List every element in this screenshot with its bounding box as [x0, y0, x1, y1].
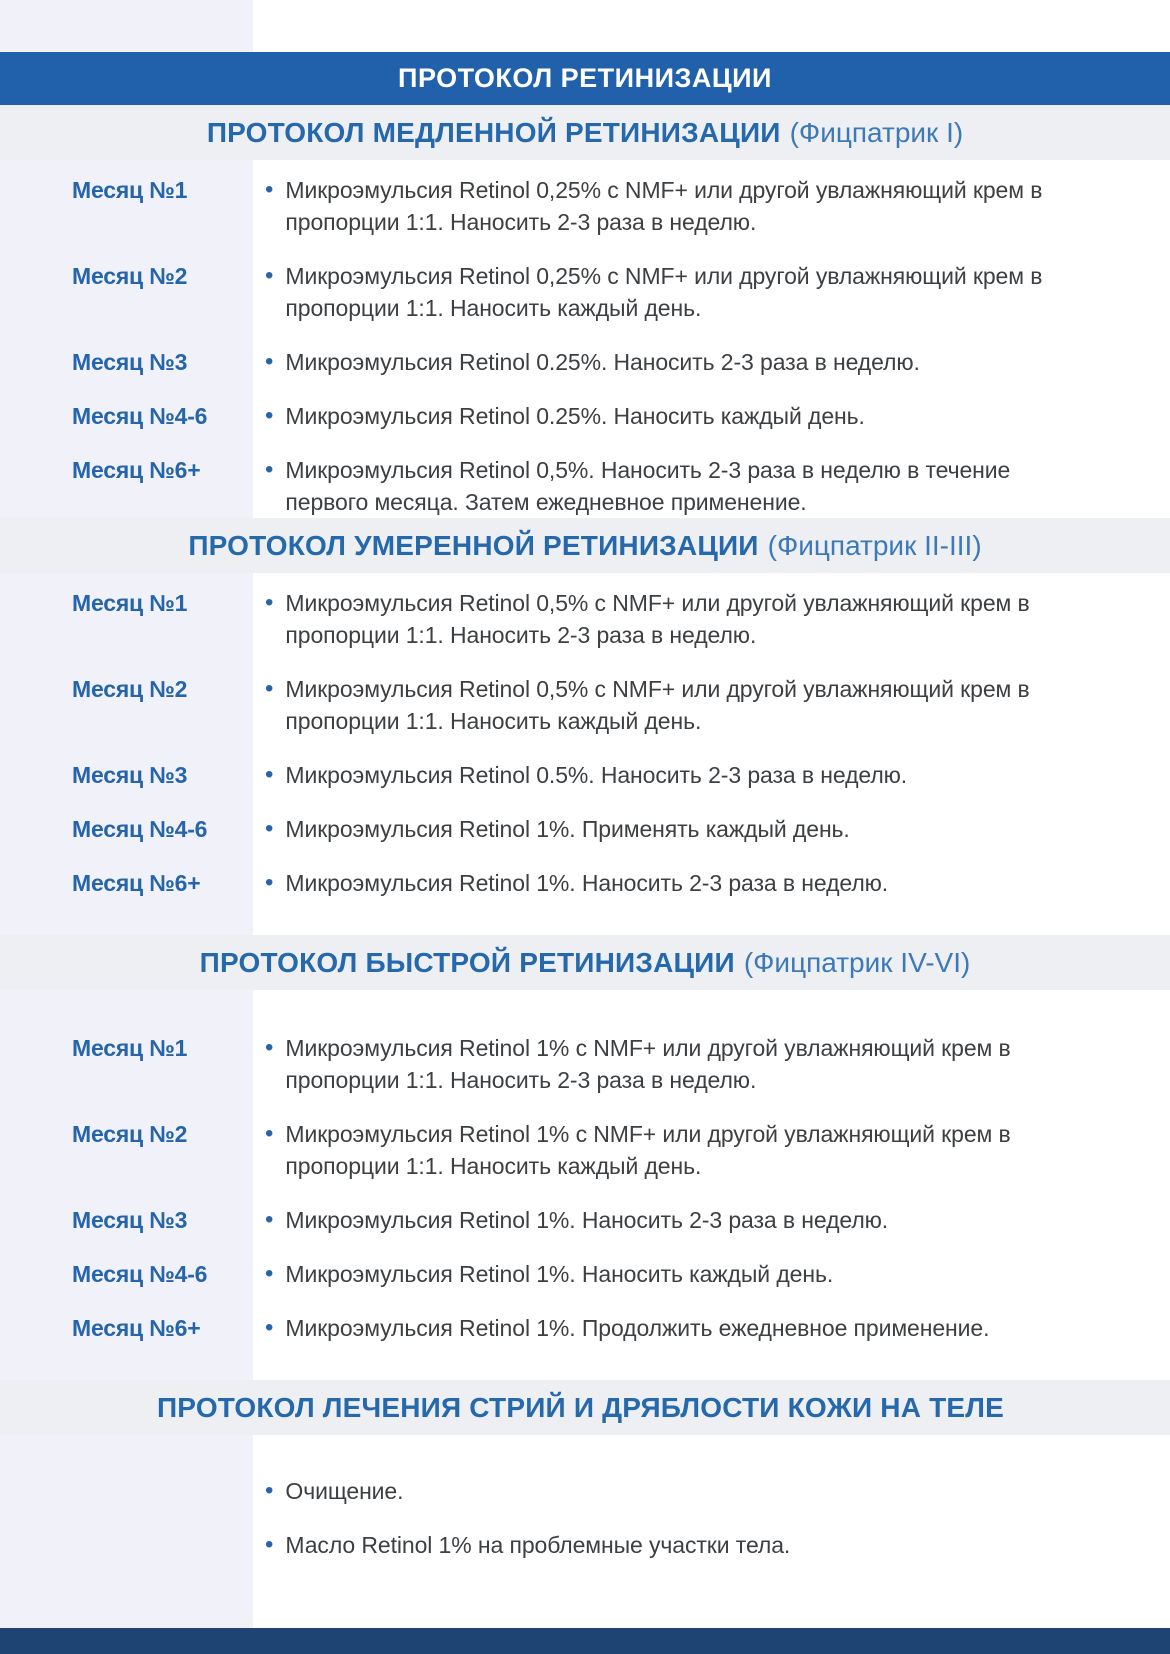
protocol-row — [0, 1032, 1170, 1096]
bullet-icon: • — [265, 589, 274, 616]
bullet-icon: • — [265, 348, 274, 375]
document-title: ПРОТОКОЛ РЕТИНИЗАЦИИ — [398, 63, 772, 93]
section-title: ПРОТОКОЛ УМЕРЕННОЙ РЕТИНИЗАЦИИ — [188, 529, 759, 561]
month-label: Месяц №2 — [72, 1121, 188, 1147]
section-header-slow-retinization — [0, 105, 1170, 160]
month-label: Месяц №3 — [72, 762, 188, 788]
protocol-text: Микроэмульсия Retinol 0,25% с NMF+ или другой увлажняющий крем в пропорции 1:1. Наносить 2-3 раза в неделю. — [285, 177, 1043, 235]
protocol-text: Микроэмульсия Retinol 1%. Продолжить ежедневное применение. — [285, 1315, 990, 1341]
month-label: Месяц №6+ — [72, 870, 201, 896]
protocol-row — [0, 1118, 1170, 1182]
month-label: Месяц №3 — [72, 349, 188, 375]
bullet-icon: • — [265, 761, 274, 788]
protocol-text: Микроэмульсия Retinol 1%. Наносить 2-3 раза в неделю. — [285, 1207, 889, 1233]
section-subtitle: (Фицпатрик II-III) — [767, 529, 982, 561]
section-title: ПРОТОКОЛ БЫСТРОЙ РЕТИНИЗАЦИИ — [199, 946, 735, 978]
month-label: Месяц №3 — [72, 1207, 188, 1233]
section-header-fast-retinization — [0, 935, 1170, 990]
section-subtitle: (Фицпатрик I) — [789, 116, 964, 148]
bullet-icon: • — [265, 1120, 274, 1147]
section-title: ПРОТОКОЛ ЛЕЧЕНИЯ СТРИЙ И ДРЯБЛОСТИ КОЖИ НА ТЕЛЕ — [156, 1391, 1005, 1423]
bullet-icon: • — [265, 1206, 274, 1233]
section-header-moderate-retinization — [0, 518, 1170, 573]
bullet-icon: • — [265, 1314, 274, 1341]
section-body-treatment — [0, 1435, 1170, 1561]
section-fast-retinization — [0, 990, 1170, 1380]
protocol-row — [0, 346, 1170, 378]
protocol-text: Микроэмульсия Retinol 0,5%. Наносить 2-3 раза в неделю в течение первого месяца. Затем ежедневное применение. — [285, 457, 1011, 515]
month-label: Месяц №1 — [72, 590, 188, 616]
protocol-row — [0, 260, 1170, 324]
document-header-bar — [0, 52, 1170, 105]
bullet-icon: • — [265, 402, 274, 429]
month-label: Месяц №1 — [72, 1035, 188, 1061]
section-subtitle: (Фицпатрик IV-VI) — [743, 946, 971, 978]
section-moderate-retinization — [0, 573, 1170, 935]
protocol-text: Микроэмульсия Retinol 1%. Наносить каждый день. — [285, 1261, 834, 1287]
protocol-row — [0, 759, 1170, 791]
month-label: Месяц №4-6 — [72, 403, 208, 429]
protocol-text: Микроэмульсия Retinol 1% с NMF+ или другой увлажняющий крем в пропорции 1:1. Наносить каждый день. — [285, 1121, 1011, 1179]
protocol-row — [0, 587, 1170, 651]
protocol-text: Микроэмульсия Retinol 0,5% с NMF+ или другой увлажняющий крем в пропорции 1:1. Наносить 2-3 раза в неделю. — [285, 590, 1030, 648]
month-label: Месяц №6+ — [72, 457, 201, 483]
protocol-text: Микроэмульсия Retinol 0.25%. Наносить 2-3 раза в неделю. — [285, 349, 920, 375]
bullet-icon: • — [265, 1034, 274, 1061]
protocol-row — [0, 1475, 1170, 1507]
protocol-row — [0, 1204, 1170, 1236]
protocol-text: Микроэмульсия Retinol 0,25% с NMF+ или другой увлажняющий крем в пропорции 1:1. Наносить каждый день. — [285, 263, 1043, 321]
footer-bar — [0, 1628, 1170, 1654]
month-label: Месяц №6+ — [72, 1315, 201, 1341]
bullet-icon: • — [265, 869, 274, 896]
protocol-text: Микроэмульсия Retinol 1%. Применять каждый день. — [285, 816, 850, 842]
protocol-text: Микроэмульсия Retinol 1% с NMF+ или другой увлажняющий крем в пропорции 1:1. Наносить 2-3 раза в неделю. — [285, 1035, 1011, 1093]
section-title: ПРОТОКОЛ МЕДЛЕННОЙ РЕТИНИЗАЦИИ — [206, 116, 781, 148]
section-header-body-treatment — [0, 1380, 1170, 1435]
month-label: Месяц №2 — [72, 676, 188, 702]
protocol-row — [0, 400, 1170, 432]
protocol-row — [0, 813, 1170, 845]
bullet-icon: • — [265, 1477, 274, 1504]
bullet-icon: • — [265, 262, 274, 289]
top-spacer — [0, 0, 1170, 52]
bullet-icon: • — [265, 456, 274, 483]
month-label: Месяц №1 — [72, 177, 188, 203]
protocol-row — [0, 1312, 1170, 1344]
bullet-icon: • — [265, 815, 274, 842]
protocol-text: Микроэмульсия Retinol 0.5%. Наносить 2-3 раза в неделю. — [285, 762, 908, 788]
protocol-row — [0, 867, 1170, 899]
protocol-row — [0, 1258, 1170, 1290]
protocol-text: Микроэмульсия Retinol 1%. Наносить 2-3 раза в неделю. — [285, 870, 889, 896]
month-label: Месяц №4-6 — [72, 816, 208, 842]
protocol-text: Микроэмульсия Retinol 0.25%. Наносить каждый день. — [285, 403, 865, 429]
protocol-row — [0, 1529, 1170, 1561]
bullet-icon: • — [265, 1260, 274, 1287]
bullet-icon: • — [265, 675, 274, 702]
protocol-text: Микроэмульсия Retinol 0,5% с NMF+ или другой увлажняющий крем в пропорции 1:1. Наносить каждый день. — [285, 676, 1030, 734]
month-label: Месяц №4-6 — [72, 1261, 208, 1287]
bullet-icon: • — [265, 176, 274, 203]
month-label: Месяц №2 — [72, 263, 188, 289]
protocol-text: Масло Retinol 1% на проблемные участки тела. — [285, 1532, 791, 1558]
protocol-row — [0, 174, 1170, 238]
protocol-text: Очищение. — [285, 1478, 404, 1504]
protocol-row — [0, 673, 1170, 737]
bullet-icon: • — [265, 1531, 274, 1558]
protocol-row — [0, 454, 1170, 518]
section-slow-retinization — [0, 160, 1170, 518]
